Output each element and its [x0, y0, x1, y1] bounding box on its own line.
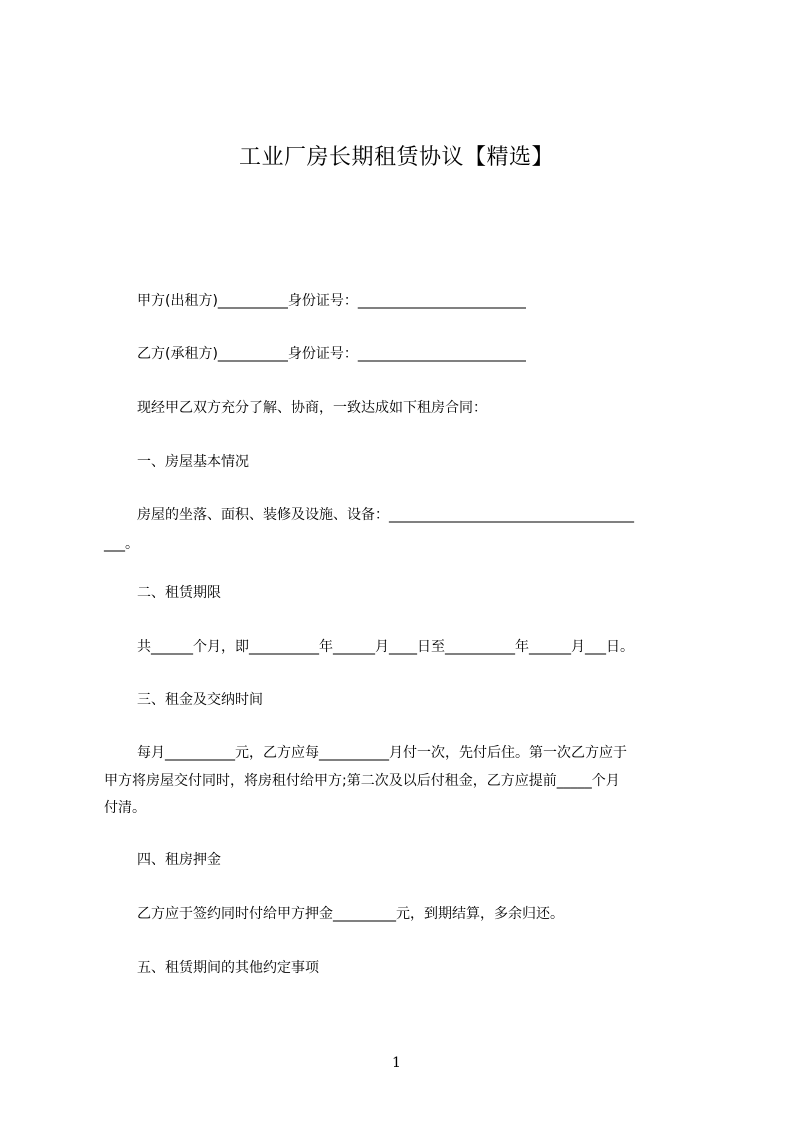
- document-title: 工业厂房长期租赁协议【精选】: [238, 145, 554, 170]
- section-heading-3: 三、租金及交纳时间: [137, 692, 263, 708]
- section-heading-1: 一、房屋基本情况: [137, 454, 249, 470]
- preamble-text: 现经甲乙双方充分了解、协商，一致达成如下租房合同：: [137, 400, 487, 416]
- page-number: 1: [392, 1055, 401, 1071]
- lease-term-line: 共______个月，即__________年______月____日至__________年______月___日。: [137, 639, 634, 655]
- house-details-line: 房屋的坐落、面积、装修及设施、设备：___________________________________: [137, 507, 634, 523]
- party-a-line: 甲方(出租方)__________身份证号：________________________: [137, 293, 526, 309]
- section-heading-4: 四、租房押金: [137, 852, 221, 868]
- house-details-continuation: ___。: [104, 536, 139, 552]
- section-heading-5: 五、租赁期间的其他约定事项: [137, 960, 319, 976]
- section-heading-2: 二、租赁期限: [137, 585, 221, 601]
- rent-line-3: 付清。: [104, 800, 146, 816]
- rent-line-1: 每月__________元，乙方应每__________月付一次，先付后住。第一次乙方应于: [137, 745, 627, 761]
- party-b-line: 乙方(承租方)__________身份证号：________________________: [137, 346, 526, 362]
- deposit-line: 乙方应于签约同时付给甲方押金_________元，到期结算，多余归还。: [137, 906, 564, 922]
- rent-line-2: 甲方将房屋交付同时，将房租付给甲方;第二次及以后付租金，乙方应提前_____个月: [104, 773, 620, 789]
